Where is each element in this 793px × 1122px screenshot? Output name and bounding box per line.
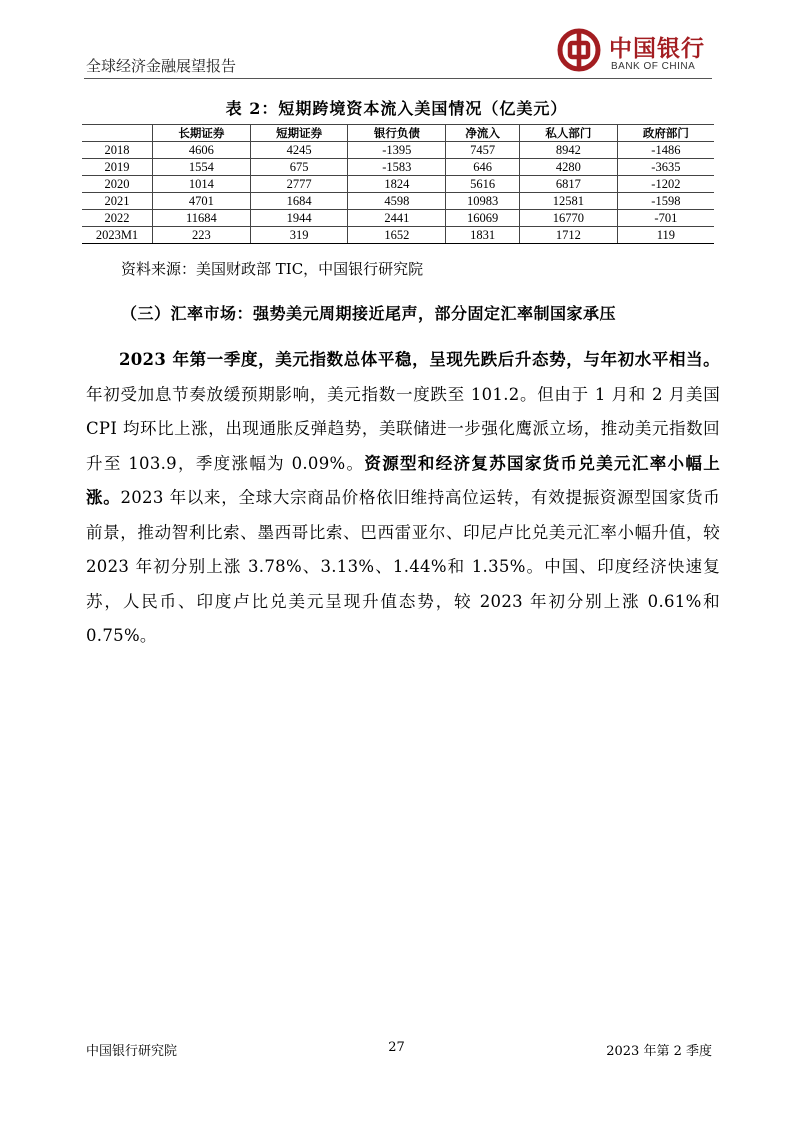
- table-row: [82, 176, 714, 193]
- table-cell: 2019: [82, 159, 153, 176]
- table-row: [82, 193, 714, 210]
- column-header: 政府部门: [617, 125, 714, 142]
- paragraph-lead-bold: 资源型和经济复苏国家货币兑美元汇率小幅上涨。: [86, 453, 720, 507]
- table-cell: 2018: [82, 142, 153, 159]
- section-heading: （三）汇率市场：强势美元周期接近尾声，部分固定汇率制国家承压: [121, 304, 617, 323]
- logo-chinese-name: 中国银行: [609, 35, 705, 62]
- table-cell: 2020: [82, 176, 153, 193]
- bank-logo: [557, 28, 713, 76]
- capital-flow-table: [82, 124, 714, 244]
- table-cell: 4606: [153, 142, 251, 159]
- body-paragraph: [86, 343, 720, 654]
- table-title: 表 2：短期跨境资本流入美国情况（亿美元）: [225, 99, 568, 118]
- table-cell: -1583: [348, 159, 446, 176]
- table-source-note: 资料来源：美国财政部 TIC，中国银行研究院: [121, 260, 424, 278]
- table-cell: 1831: [446, 227, 520, 244]
- bank-of-china-emblem-icon: [557, 28, 601, 72]
- table-cell: 319: [250, 227, 348, 244]
- column-header: 短期证券: [250, 125, 348, 142]
- table-row: [82, 159, 714, 176]
- header-divider: [84, 78, 712, 79]
- table-cell: 6817: [520, 176, 618, 193]
- table-cell: 1652: [348, 227, 446, 244]
- table-row: [82, 227, 714, 244]
- table-cell: 2021: [82, 193, 153, 210]
- table-cell: 1944: [250, 210, 348, 227]
- table-cell: 119: [617, 227, 714, 244]
- table-cell: 1824: [348, 176, 446, 193]
- table-cell: 2441: [348, 210, 446, 227]
- table-cell: 1554: [153, 159, 251, 176]
- table-cell: 2022: [82, 210, 153, 227]
- table-row: [82, 142, 714, 159]
- footer-period: 2023 年第 2 季度: [606, 1044, 712, 1059]
- table-cell: 7457: [446, 142, 520, 159]
- table-cell: 1712: [520, 227, 618, 244]
- table-cell: -1202: [617, 176, 714, 193]
- table-cell: 4280: [520, 159, 618, 176]
- table-cell: 5616: [446, 176, 520, 193]
- column-header: 银行负债: [348, 125, 446, 142]
- column-header: 私人部门: [520, 125, 618, 142]
- footer-org: 中国银行研究院: [86, 1044, 178, 1059]
- table-cell: -1395: [348, 142, 446, 159]
- table-header-row: [82, 125, 714, 142]
- paragraph-lead-bold: 2023 年第一季度，美元指数总体平稳，呈现先跌后升态势，与年初水平相当。: [119, 350, 720, 369]
- table-cell: 2777: [250, 176, 348, 193]
- page-number: 27: [388, 1040, 405, 1055]
- table-cell: 4245: [250, 142, 348, 159]
- table-cell: 4598: [348, 193, 446, 210]
- paragraph-text: 2023 年以来，全球大宗商品价格依旧维持高位运转，有效提振资源型国家货币前景，推动智利比索、墨西哥比索、巴西雷亚尔、印尼卢比兑美元汇率小幅升值，较 2023 年初分别上涨 3.78%、3.13%、1.44%和 1.35%。中国、印度经济快速复苏，人民币、印度卢比兑美元呈现升值态势，较 2023 年初分别上涨 0.61%和 0.75%。: [86, 488, 720, 645]
- table-cell: 11684: [153, 210, 251, 227]
- table-cell: -1486: [617, 142, 714, 159]
- column-header: 长期证券: [153, 125, 251, 142]
- column-header: [82, 125, 153, 142]
- table-cell: 646: [446, 159, 520, 176]
- table-cell: 1014: [153, 176, 251, 193]
- table-cell: 8942: [520, 142, 618, 159]
- table-cell: 223: [153, 227, 251, 244]
- table-cell: 16069: [446, 210, 520, 227]
- table-row: [82, 210, 714, 227]
- table-cell: -701: [617, 210, 714, 227]
- table-cell: 1684: [250, 193, 348, 210]
- table-cell: 2023M1: [82, 227, 153, 244]
- table-cell: -3635: [617, 159, 714, 176]
- table-cell: 10983: [446, 193, 520, 210]
- table-cell: 675: [250, 159, 348, 176]
- table-cell: 4701: [153, 193, 251, 210]
- report-title: 全球经济金融展望报告: [86, 57, 237, 75]
- logo-english-name: BANK OF CHINA: [611, 61, 696, 72]
- table-cell: -1598: [617, 193, 714, 210]
- table-cell: 16770: [520, 210, 618, 227]
- paragraph-text: 年初受加息节奏放缓预期影响，美元指数一度跌至 101.2。但由于 1 月和 2 月美国 CPI 均环比上涨，出现通胀反弹趋势，美联储进一步强化鹰派立场，推动美元指数回升至 103.9，季度涨幅为 0.09%。: [86, 384, 720, 473]
- column-header: 净流入: [446, 125, 520, 142]
- table-cell: 12581: [520, 193, 618, 210]
